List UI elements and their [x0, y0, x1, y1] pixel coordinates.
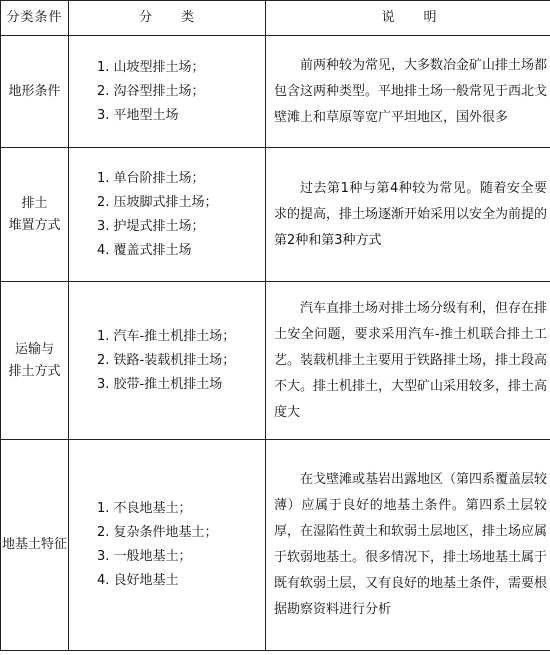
table-header-row [1, 1, 550, 36]
table-row [1, 440, 550, 651]
item-list [97, 325, 265, 397]
row-items-transport [69, 282, 266, 440]
table-row [1, 36, 550, 148]
description-text: 在戈壁滩或基岩出露地区（第四系覆盖层较薄）应属于良好的地基土条件。第四系土层较厚，在湿陷性黄土和软弱土层地区，排土场应属于软弱地基土。很多情况下，排土场地基土属于既有软弱土层，又有良好的地基土条件，需要根据勘察资料进行分析 [274, 472, 548, 617]
row-condition-transport [1, 282, 69, 440]
list-item: 2. 铁路-装载机排土场； [97, 352, 236, 368]
row-items-dumping [69, 148, 266, 282]
row-condition-terrain: 地形条件 [1, 36, 69, 148]
item-list [97, 56, 265, 128]
row-description-foundation [266, 440, 550, 651]
table-row [1, 282, 550, 440]
condition-line: 排土 [21, 195, 48, 211]
description-text: 过去第1种与第4种较为常见。随着安全要求的提高，排土场逐渐开始采用以安全为前提的第2种和第3种方式 [274, 180, 548, 248]
header-description: 说 明 [266, 1, 550, 36]
list-item: 4. 良好地基土 [97, 573, 179, 588]
list-item: 3. 胶带-推土机排土场 [97, 376, 223, 392]
list-item: 1. 不良地基土； [97, 501, 192, 516]
header-category: 分 类 [69, 1, 266, 36]
list-item: 3. 护堤式排土场； [97, 218, 205, 234]
item-list [97, 167, 265, 263]
list-item: 3. 平地型土场 [97, 107, 179, 123]
condition-line: 排土方式 [8, 363, 61, 379]
list-item: 2. 沟谷型排土场； [97, 83, 205, 99]
table-row [1, 148, 550, 282]
list-item: 2. 压坡脚式排土场； [97, 194, 218, 210]
row-description-transport [266, 282, 550, 440]
list-item: 1. 汽车-推土机排土场； [97, 328, 236, 344]
list-item: 3. 一般地基土； [97, 549, 192, 564]
item-list [97, 497, 265, 593]
header-condition: 分类条件 [1, 1, 69, 36]
list-item: 1. 单台阶排土场； [97, 170, 205, 186]
row-items-foundation [69, 440, 266, 651]
condition-line: 堆置方式 [8, 217, 61, 233]
row-items-terrain [69, 36, 266, 148]
row-condition-dumping [1, 148, 69, 282]
row-description-dumping [266, 148, 550, 282]
row-condition-foundation: 地基土特征 [1, 440, 69, 651]
condition-line: 运输与 [14, 341, 54, 357]
description-text: 前两种较为常见，大多数冶金矿山排土场都包含这两种类型。平地排土场一般常见于西北戈壁滩上和草原等宽广平坦地区，国外很多 [274, 57, 548, 125]
list-item: 4. 覆盖式排土场 [97, 242, 192, 258]
row-description-terrain [266, 36, 550, 148]
list-item: 2. 复杂条件地基土； [97, 525, 218, 540]
list-item: 1. 山坡型排土场； [97, 59, 205, 75]
description-text: 汽车直排土场对排土场分级有利，但存在排土安全问题，要求采用汽车-推土机联合排土工艺。装载机排土主要用于铁路排土场，排土段高不大。排土机排土，大型矿山采用较多，排土高度大 [274, 300, 548, 420]
